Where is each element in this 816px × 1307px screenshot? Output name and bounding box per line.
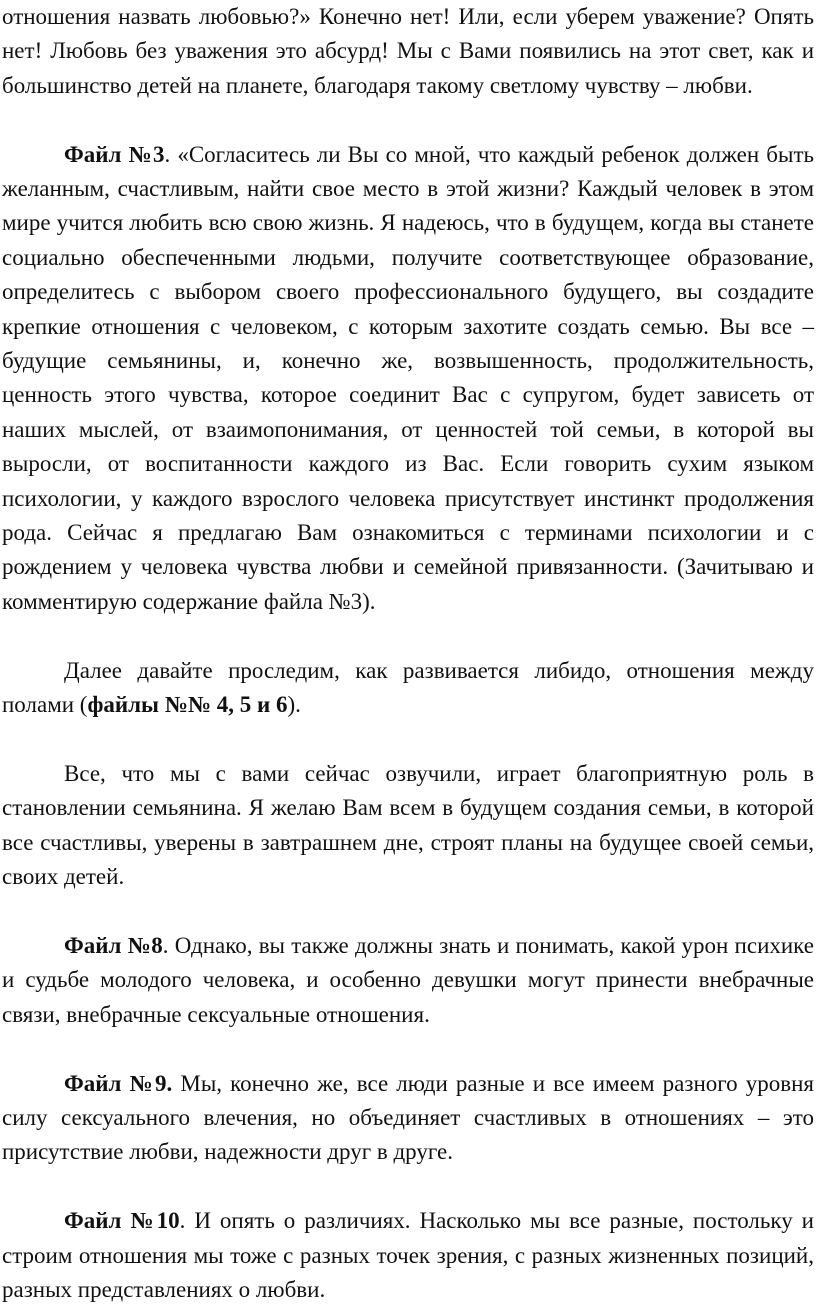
paragraph-text: Мы, конечно же, все люди разные и все имеем разного уровня силу сексуального влечения, но объединяет счастливых в отношениях – это присутствие любви, надежности друг в друге. <box>2 1070 814 1165</box>
paragraph-text: . И опять о различиях. Насколько мы все разные, постольку и строим отношения мы тоже с разных точек зрения, с разных жизненных позиций, разных представлениях о любви. <box>2 1208 814 1302</box>
paragraph-libido <box>2 654 814 723</box>
paragraph-love-respect <box>2 0 814 103</box>
paragraph-gap <box>2 723 814 757</box>
file-heading: Файл №10 <box>64 1208 180 1234</box>
paragraph-text: Далее давайте проследим, как развивается либидо, отношения между полами ( <box>2 657 814 718</box>
paragraph-text: ). <box>287 692 301 718</box>
files-reference: файлы №№ 4, 5 и 6 <box>87 692 288 718</box>
file-heading: Файл №9. <box>64 1070 173 1096</box>
file-heading: Файл №8 <box>64 932 163 958</box>
paragraph-gap <box>2 1032 814 1066</box>
paragraph-gap <box>2 103 814 137</box>
paragraph-gap <box>2 619 814 653</box>
paragraph-file-3 <box>2 138 814 620</box>
paragraph-family-wishes <box>2 757 814 895</box>
paragraph-text: Все, что мы с вами сейчас озвучили, играет благоприятную роль в становлении семьянина. Я желаю Вам всем в будущем создания семьи, в которой все счастливы, уверены в завтрашнем дне, строят планы на будущее своей семьи, своих детей. <box>2 760 814 890</box>
paragraph-text: . Однако, вы также должны знать и понимать, какой урон психике и судьбе молодого человека, и особенно девушки могут принести внебрачные связи, внебрачные сексуальные отношения. <box>2 932 814 1027</box>
paragraph-file-10 <box>2 1204 814 1307</box>
paragraph-text: отношения назвать любовью?» Конечно нет! Или, если уберем уважение? Опять нет! Любовь без уважения это абсурд! Мы с Вами появились на этот свет, как и большинство детей на планете, благодаря такому светлому чувству – любви. <box>2 4 814 98</box>
paragraph-gap <box>2 1170 814 1204</box>
paragraph-gap <box>2 895 814 929</box>
paragraph-file-9 <box>2 1067 814 1170</box>
paragraph-text: . «Согласитесь ли Вы со мной, что каждый ребенок должен быть желанным, счастливым, найти свое место в этой жизни? Каждый человек в этом мире учится любить всю свою жизнь. Я надеюсь, что в будущем, когда вы станете социально обеспеченными людьми, получите соответствующее образование, определитесь с выбором своего профессионального будущего, вы создадите крепкие отношения с человеком, с которым захотите создать семью. Вы все – будущие семьянины, и, конечно же, возвышенность, продолжительность, ценность этого чувства, которое соединит Вас с супругом, будет зависеть от наших мыслей, от взаимопонимания, от ценностей той семьи, в которой вы выросли, от воспитанности каждого из Вас. Если говорить сухим языком психологии, у каждого взрослого человека присутствует инстинкт продолжения рода. Сейчас я предлагаю Вам ознакомиться с терминами психологии и с рождением у человека чувства любви и семейной привязанности. (Зачитываю и комментирую содержание файла №3). <box>2 141 814 614</box>
paragraph-file-8 <box>2 929 814 1032</box>
file-heading: Файл №3 <box>64 141 165 167</box>
